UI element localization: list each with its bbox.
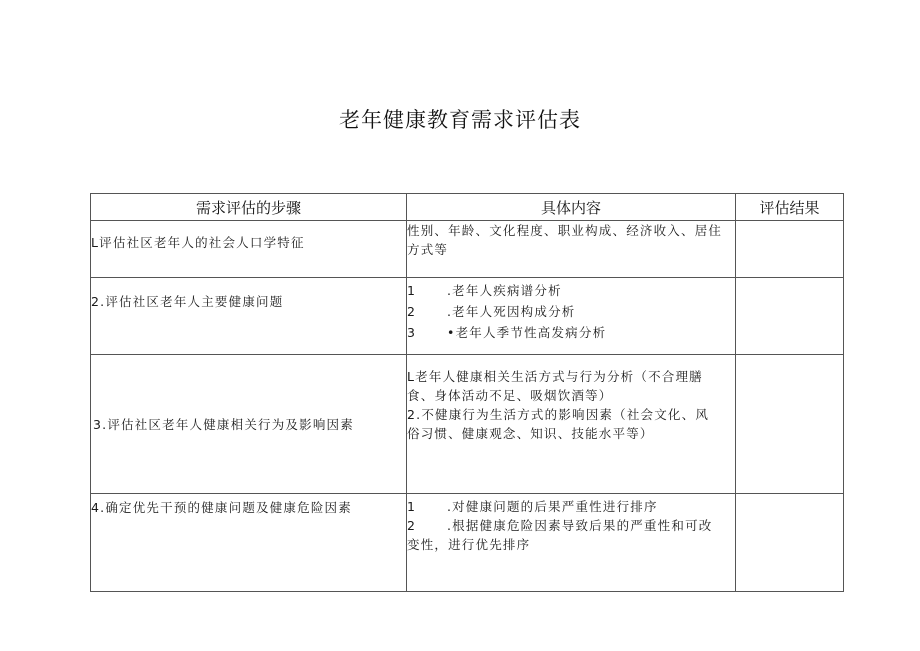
item-number: 2: [407, 518, 417, 533]
content-line: 性别、年龄、文化程度、职业构成、经济收入、居住: [407, 223, 723, 238]
item-text: .老年人死因构成分析: [447, 304, 576, 319]
content-cell: [407, 221, 736, 278]
content-cell: [407, 355, 736, 494]
table-row: [91, 221, 844, 278]
content-line: L老年人健康相关生活方式与行为分析（不合理膳: [407, 369, 703, 384]
content-line: 俗习惯、健康观念、知识、技能水平等）: [407, 426, 654, 441]
step-cell: 4.确定优先干预的健康问题及健康危险因素: [91, 494, 407, 592]
step-cell: L评估社区老年人的社会人口学特征: [91, 221, 407, 278]
item-text: .根据健康危险因素导致后果的严重性和可改: [447, 518, 713, 533]
item-number: 1: [407, 283, 417, 298]
item-text: •老年人季节性高发病分析: [447, 325, 607, 340]
item-text: .对健康问题的后果严重性进行排序: [447, 499, 658, 514]
table-header-row: [91, 194, 844, 221]
content-cell: [407, 494, 736, 592]
header-result: 评估结果: [736, 194, 844, 221]
result-cell[interactable]: [736, 494, 844, 592]
table-row: [91, 355, 844, 494]
item-text: .老年人疾病谱分析: [447, 283, 562, 298]
assessment-table: [90, 193, 844, 592]
list-item: [407, 280, 735, 301]
step-cell: 3.评估社区老年人健康相关行为及影响因素: [91, 355, 407, 494]
header-steps: 需求评估的步骤: [91, 194, 407, 221]
content-line: 变性，进行优先排序: [407, 537, 531, 552]
result-cell[interactable]: [736, 221, 844, 278]
item-number: 1: [407, 499, 417, 514]
table-row: [91, 494, 844, 592]
content-line: 2.不健康行为生活方式的影响因素（社会文化、风: [407, 407, 710, 422]
content-line: 方式等: [407, 242, 449, 257]
result-cell[interactable]: [736, 355, 844, 494]
header-content: 具体内容: [407, 194, 736, 221]
list-item: [407, 497, 735, 516]
content-cell: [407, 278, 736, 355]
content-line: 食、身体活动不足、吸烟饮酒等）: [407, 388, 613, 403]
table-row: [91, 278, 844, 355]
list-item: [407, 516, 735, 535]
document-title: 老年健康教育需求评估表: [339, 108, 581, 132]
list-item: [407, 322, 735, 343]
item-number: 3: [407, 325, 417, 340]
step-cell: 2.评估社区老年人主要健康问题: [91, 278, 407, 355]
result-cell[interactable]: [736, 278, 844, 355]
list-item: [407, 301, 735, 322]
item-number: 2: [407, 304, 417, 319]
